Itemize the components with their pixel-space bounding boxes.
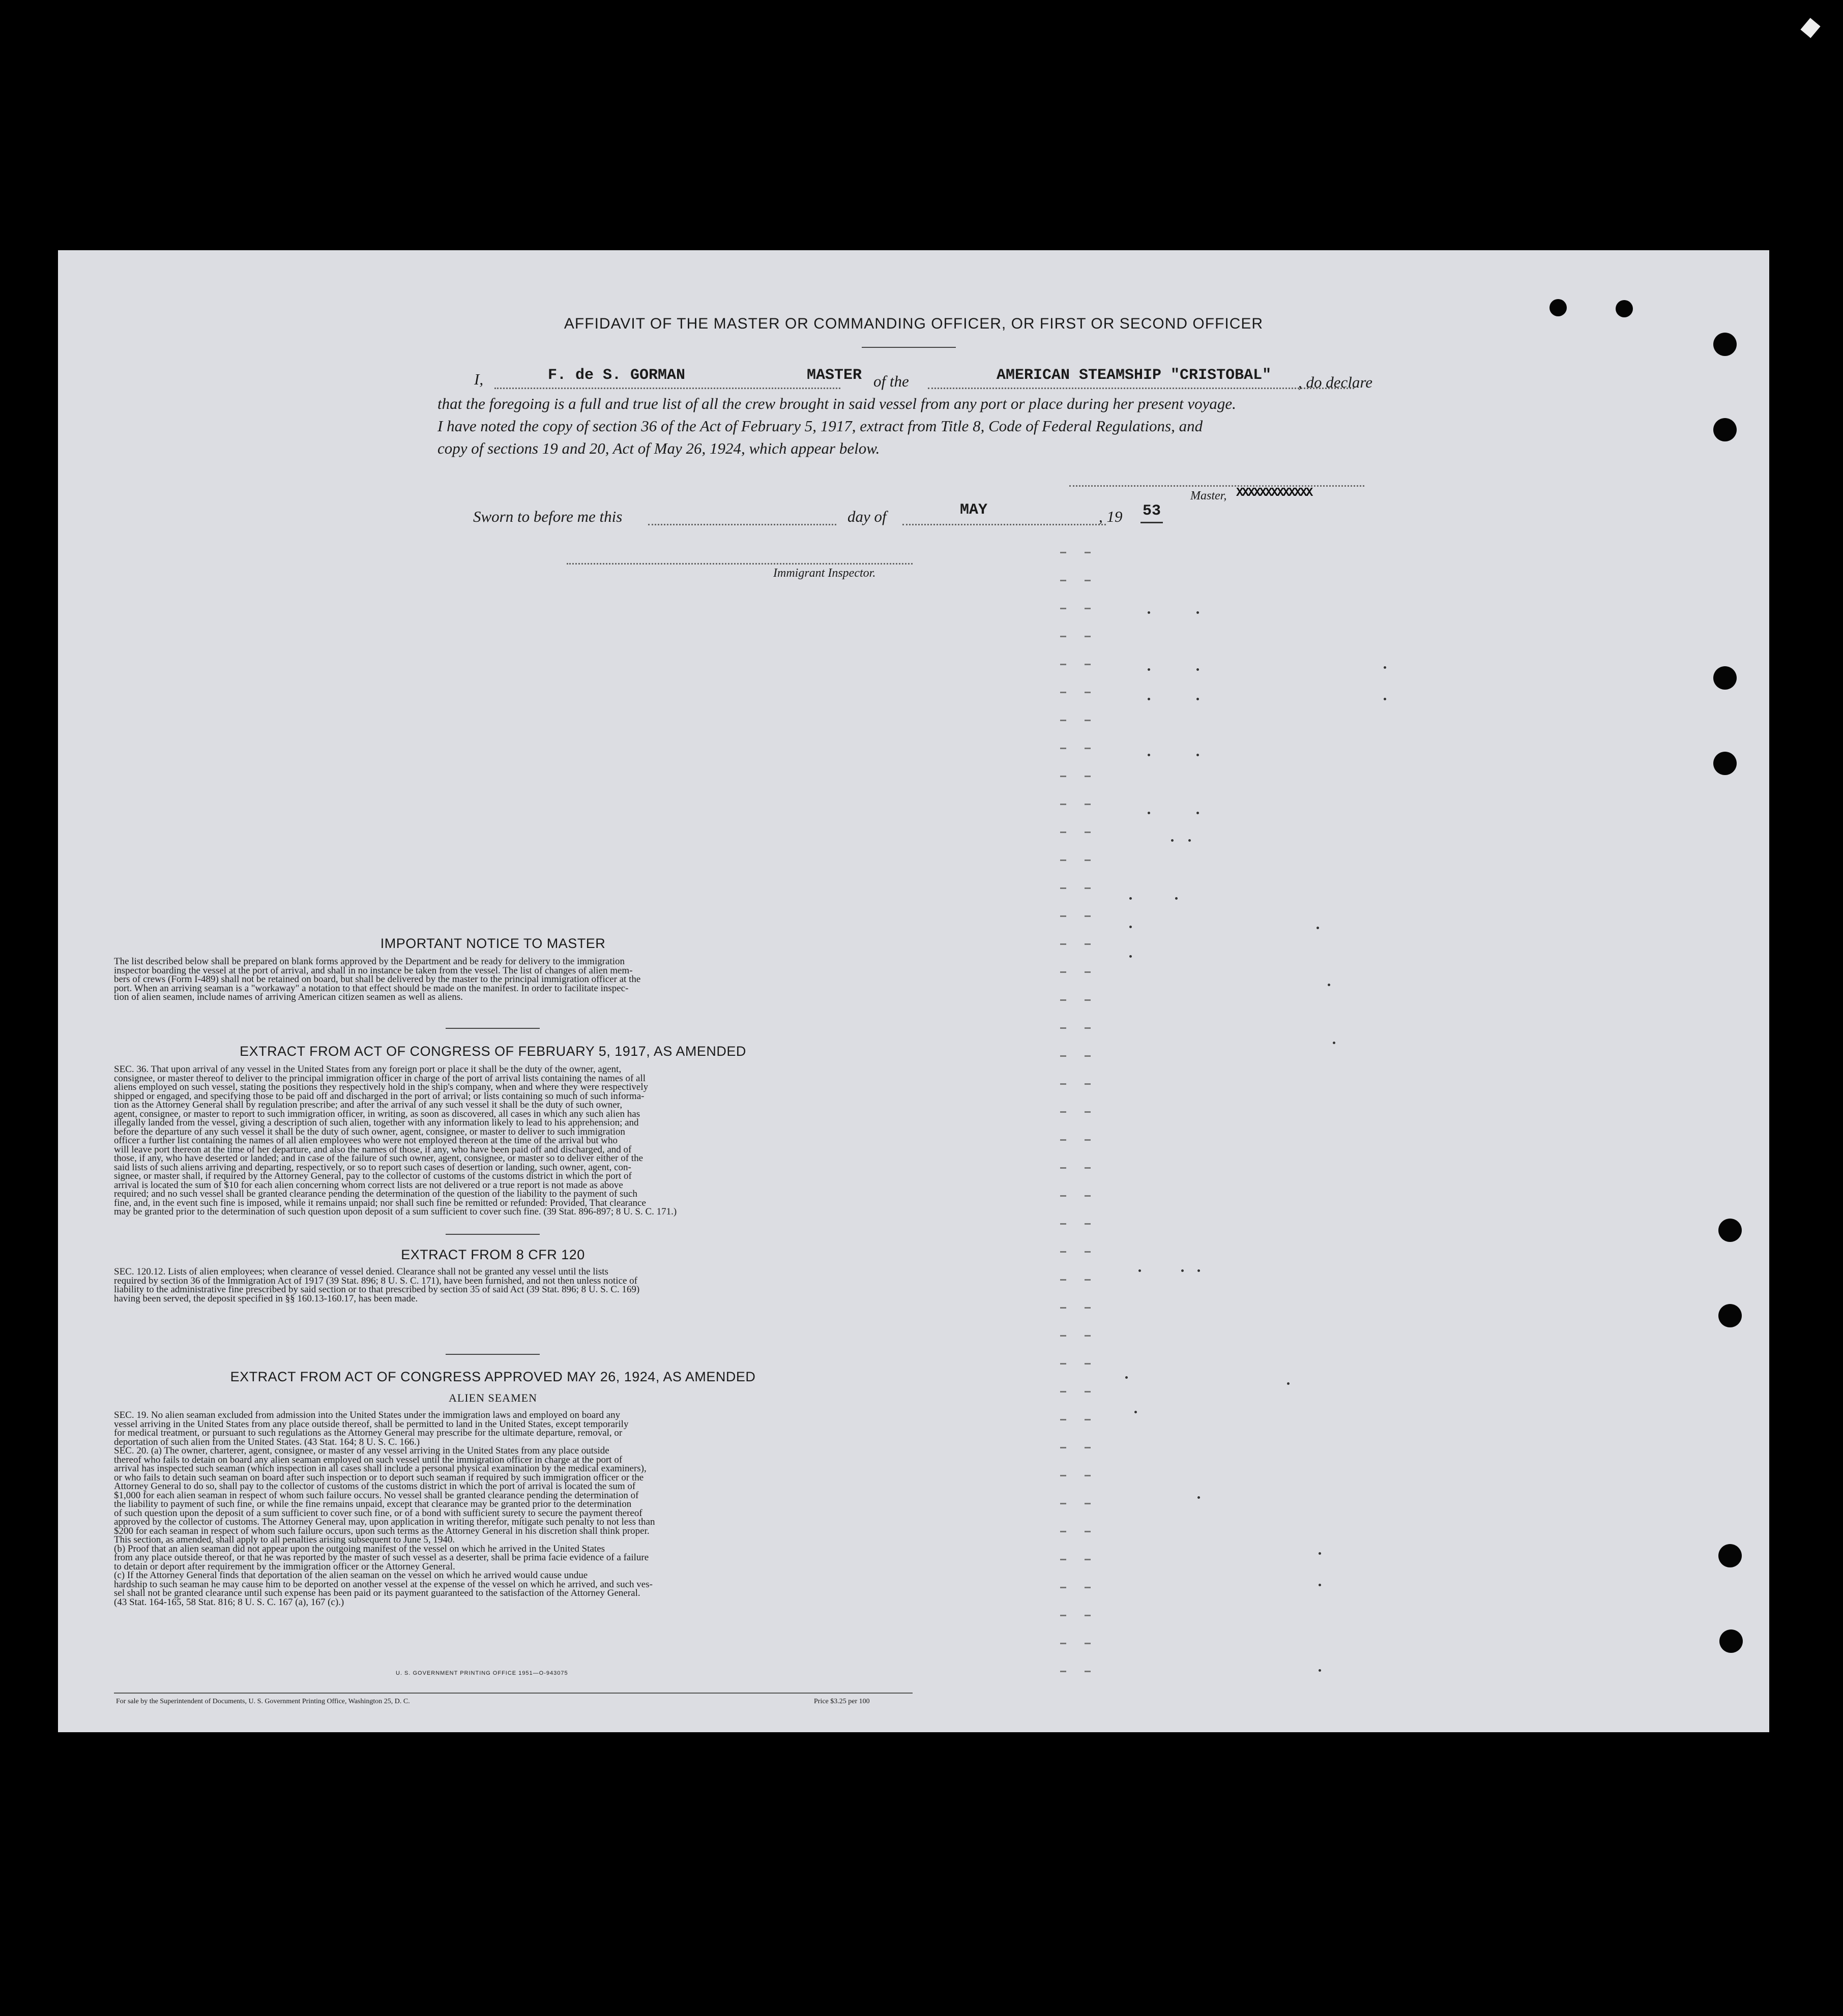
guide-tick (1060, 1195, 1066, 1197)
section-19-20-line: SEC. 19. No alien seaman excluded from admission into the United States under the immigration laws and employed on board any (114, 1410, 621, 1420)
stray-mark (1319, 1552, 1321, 1555)
stray-mark (1148, 754, 1150, 756)
stray-mark (1188, 839, 1191, 842)
guide-tick (1085, 887, 1091, 889)
punch-hole (1719, 1629, 1743, 1653)
guide-tick (1085, 720, 1091, 721)
guide-tick (1060, 1587, 1066, 1588)
inspector-label: Immigrant Inspector. (773, 567, 876, 580)
guide-tick (1085, 1391, 1091, 1392)
punch-hole (1713, 418, 1737, 441)
section-19-20-line: SEC. 20. (a) The owner, charterer, agent, consignee, or master of any vessel arriving in the United States from any place outside (114, 1445, 609, 1456)
stray-mark (1319, 1669, 1321, 1672)
guide-tick (1060, 1279, 1066, 1281)
section-36-line: agent, consignee, or master to report to such immigration officer, in writing, as soon as discovered, all cases in which any such alien has (114, 1108, 640, 1119)
footer-left: For sale by the Superintendent of Documents, U. S. Government Printing Office, Washington 25, D. C. (116, 1698, 410, 1705)
guide-tick (1060, 1503, 1066, 1504)
guide-tick (1085, 999, 1091, 1001)
punch-hole (1718, 1544, 1742, 1567)
stray-mark (1319, 1584, 1321, 1586)
guide-tick (1085, 915, 1091, 917)
name-field-line (494, 388, 840, 389)
notice-line: port. When an arriving seaman is a "workaway" a notation to that effect should be made on the manifest. In order to facilitate inspec- (114, 983, 629, 994)
section-19-20-line: Attorney General to do so, shall pay to the collector of customs of the customs district in which the port of arrival is located the sum of (114, 1481, 636, 1492)
guide-tick (1085, 1531, 1091, 1532)
stray-mark (1148, 812, 1150, 814)
guide-tick (1085, 1055, 1091, 1057)
section-36-line: before the departure of any such vessel it shall be the duty of such owner, agent, consignee, or master to deliver to such immigration (114, 1126, 625, 1137)
stray-mark (1333, 1042, 1335, 1044)
guide-tick (1060, 1559, 1066, 1560)
guide-tick (1085, 580, 1091, 581)
guide-tick (1060, 1363, 1066, 1365)
master-name: F. de S. GORMAN (548, 367, 686, 384)
punch-hole (1718, 1219, 1742, 1242)
stray-mark (1125, 1376, 1128, 1379)
master-label: Master, (1190, 489, 1227, 502)
notice-line: The list described below shall be prepared on blank forms approved by the Department and be ready for delivery to the immigration (114, 956, 625, 967)
section-36-line: aliens employed on such vessel, stating the positions they respectively hold in the ship's company, when and where they were respectively (114, 1082, 649, 1092)
section-36-line: may be granted prior to the determination of such question upon deposit of a sum sufficient to cover such fine. (39 Stat. 896-897; 8 U. S. C. 171.) (114, 1206, 677, 1217)
section-rule (446, 1354, 540, 1355)
section-36-line: consignee, or master thereof to deliver to the principal immigration officer in charge of the port of arrival lists containing the names of all (114, 1073, 646, 1084)
sworn-year: 53 (1143, 502, 1161, 520)
guide-tick (1060, 859, 1066, 861)
stray-mark (1134, 1411, 1137, 1413)
section-19-20-line: or who fails to detain such seaman on board after such inspection or to deport such seaman if required by such immigration officer or the (114, 1472, 644, 1483)
guide-tick (1085, 1643, 1091, 1644)
guide-tick (1060, 1139, 1066, 1141)
extract-1917-title: EXTRACT FROM ACT OF CONGRESS OF FEBRUARY 5, 1917, AS AMENDED (240, 1044, 746, 1059)
section-19-20-line: (43 Stat. 164-165, 58 Stat. 816; 8 U. S. C. 167 (a), 167 (c).) (114, 1596, 344, 1608)
guide-tick (1085, 1503, 1091, 1504)
declaration-line-4: copy of sections 19 and 20, Act of May 26, 1924, which appear below. (437, 439, 880, 457)
document-page (58, 250, 1769, 1732)
guide-tick (1060, 608, 1066, 609)
guide-tick (1060, 1419, 1066, 1420)
stray-mark (1197, 1269, 1200, 1272)
guide-tick (1060, 1671, 1066, 1672)
pronoun: I, (474, 370, 484, 388)
do-declare-label: , do declare (1298, 373, 1373, 391)
guide-tick (1060, 999, 1066, 1001)
section-19-20-line: $200 for each seaman in respect of whom such failure occurs, upon such terms as the Attorney General in his discretion shall think proper. (114, 1525, 650, 1536)
day-of-label: day of (847, 508, 887, 525)
guide-tick (1085, 1027, 1091, 1029)
guide-tick (1085, 552, 1091, 553)
guide-tick (1060, 552, 1066, 553)
guide-tick (1085, 1083, 1091, 1085)
section-36-line: illegally landed from the vessel, giving a description of such alien, together with any information likely to lead to his apprehension; and (114, 1117, 639, 1128)
section-19-20-line: (b) Proof that an alien seaman did not appear upon the outgoing manifest of the vessel on which he arrived in the United States (114, 1543, 605, 1554)
guide-tick (1060, 748, 1066, 749)
section-19-20-line: deportation of such alien from the United States. (43 Stat. 164; 8 U. S. C. 166.) (114, 1436, 420, 1447)
guide-tick (1085, 1111, 1091, 1113)
stray-mark (1171, 839, 1174, 842)
guide-tick (1060, 1307, 1066, 1309)
guide-tick (1085, 1251, 1091, 1253)
declaration-line-3: I have noted the copy of section 36 of the Act of February 5, 1917, extract from Title 8, Code of Federal Regulations, and (437, 417, 1203, 435)
guide-tick (1060, 1083, 1066, 1085)
guide-tick (1085, 1447, 1091, 1448)
notice-line: tion of alien seamen, include names of arriving American citizen seamen as well as aliens. (114, 992, 463, 1002)
stray-mark (1138, 1269, 1141, 1272)
stray-mark (1197, 1496, 1200, 1499)
notice-line: bers of crews (Form I-489) shall not be retained on board, but shall be delivered by the master to the principal immigration officer at the (114, 974, 641, 985)
section-19-20-line: (c) If the Attorney General finds that deportation of the alien seaman on the vessel on which he arrived would cause undue (114, 1570, 588, 1581)
section-36-line: will leave port thereon at the time of her departure, and also the names of those, if any, who have been paid off and discharged, and of (114, 1144, 632, 1155)
guide-tick (1060, 664, 1066, 665)
guide-tick (1060, 1391, 1066, 1392)
month-field-line (902, 524, 1106, 525)
stray-mark (1148, 668, 1150, 671)
guide-tick (1085, 664, 1091, 665)
guide-tick (1060, 1615, 1066, 1616)
section-19-20-line: the liability to payment of such fine, or while the fine remains unpaid, except that clearance may be granted prior to the determination (114, 1499, 632, 1509)
punch-hole (1713, 666, 1737, 690)
stray-mark (1317, 927, 1319, 929)
guide-tick (1085, 1475, 1091, 1476)
section-36-line: shipped or engaged, and specifying those to be paid off and discharged in the port of arrival; or lists containing so much of such informa- (114, 1090, 645, 1102)
cfr-line: having been served, the deposit specified in §§ 160.13-160.17, has been made. (114, 1293, 418, 1304)
guide-tick (1060, 776, 1066, 777)
section-19-20-line: arrival has inspected such seaman (which inspection in all cases shall include a personal physical examination by the medical examiners), (114, 1463, 647, 1474)
guide-tick (1060, 1447, 1066, 1448)
section-19-20-line: from any place outside thereof, or that he was reported by the master of such vessel as a deserter, shall be prima facie evidence of a failure (114, 1552, 649, 1563)
guide-tick (1085, 1195, 1091, 1197)
stray-mark (1196, 754, 1199, 756)
guide-tick (1085, 943, 1091, 945)
section-rule (446, 1028, 540, 1029)
guide-tick (1060, 580, 1066, 581)
section-19-20-line: to detain or deport after requirement by the immigration officer or the Attorney General. (114, 1561, 455, 1572)
guide-tick (1060, 692, 1066, 693)
section-19-20-line: This section, as amended, shall apply to all penalties arising subsequent to June 5, 1940. (114, 1534, 455, 1545)
guide-tick (1085, 1671, 1091, 1672)
inspector-signature-line (567, 563, 913, 565)
notice-text (114, 957, 908, 1002)
punch-hole (1616, 300, 1633, 317)
guide-tick (1060, 1251, 1066, 1253)
year-underline (1140, 522, 1163, 523)
guide-tick (1060, 636, 1066, 637)
punch-hole (1718, 1304, 1742, 1327)
guide-tick (1085, 1167, 1091, 1169)
section-36-line: those, if any, who have deserted or landed; and in case of the failure of such owner, agent, consignee, or master so to deliver either of the (114, 1153, 643, 1164)
section-19-20-line: $1,000 for each alien seaman in respect of whom such failure occurs. No vessel shall be granted clearance pending the determination of (114, 1490, 639, 1501)
stray-mark (1196, 668, 1199, 671)
guide-tick (1060, 1335, 1066, 1337)
section-19-20-line: thereof who fails to detain on board any alien seaman employed on such vessel until the immigration officer in charge at the port of (114, 1454, 623, 1465)
guide-tick (1060, 720, 1066, 721)
guide-tick (1060, 1531, 1066, 1532)
sworn-label: Sworn to before me this (473, 508, 623, 525)
extract-1924-title: EXTRACT FROM ACT OF CONGRESS APPROVED MAY 26, 1924, AS AMENDED (230, 1369, 756, 1384)
section-36-line: SEC. 36. That upon arrival of any vessel in the United States from any foreign port or place it shall be the duty of the owner, agent, (114, 1064, 622, 1075)
section-36-line: signee, or master shall, if required by the Attorney General, pay to the collector of customs of the customs district in which the port of (114, 1171, 632, 1181)
stray-mark (1129, 897, 1132, 900)
cfr-line: SEC. 120.12. Lists of alien employees; when clearance of vessel denied. Clearance shall not be granted any vessel until the lists (114, 1266, 608, 1277)
punch-hole (1713, 752, 1737, 775)
stray-mark (1196, 698, 1199, 700)
punch-hole (1713, 333, 1737, 356)
cfr-line: liability to the administrative fine prescribed by said section or to that prescribed by section 35 of said Act (39 Stat. 896; 8 U. S. C. 169) (114, 1284, 640, 1295)
section-36-line: arrival is located the sum of $10 for each alien concerning whom correct lists are not delivered or a true report is not made as above (114, 1179, 623, 1191)
title-rule (862, 347, 956, 348)
stray-mark (1129, 926, 1132, 928)
section-rule (446, 1234, 540, 1235)
affidavit-title: AFFIDAVIT OF THE MASTER OR COMMANDING OFFICER, OR FIRST OR SECOND OFFICER (564, 315, 1264, 332)
stray-mark (1181, 1269, 1184, 1272)
section-36-line: fine, and, in the event such fine is imposed, while it remains unpaid; nor shall such fine be remitted or refunded: Provided, That clearance (114, 1197, 646, 1208)
notice-title: IMPORTANT NOTICE TO MASTER (380, 936, 606, 951)
extract-1924-text (114, 1411, 908, 1607)
guide-tick (1085, 1307, 1091, 1309)
guide-tick (1085, 1559, 1091, 1560)
stray-mark (1148, 698, 1150, 700)
stray-mark (1148, 611, 1150, 614)
guide-tick (1085, 748, 1091, 749)
section-36-line: tion as the Attorney General shall by regulation prescribe; and after the arrival of any such vessel it shall be the duty of such owner, (114, 1100, 623, 1110)
section-19-20-line: approved by the collector of customs. The Attorney General may, upon application in writing therefor, mitigate such penalty to not less than (114, 1517, 655, 1527)
section-36-line: said lists of such aliens arriving and departing, respectively, or so to report such cases of desertion or landing, such owner, agent, con- (114, 1162, 631, 1173)
guide-tick (1085, 1419, 1091, 1420)
notice-line: inspector boarding the vessel at the port of arrival, and shall in no instance be taken from the vessel. The list of changes of alien mem- (114, 965, 633, 976)
guide-tick (1060, 1475, 1066, 1476)
guide-tick (1085, 832, 1091, 833)
guide-tick (1085, 608, 1091, 609)
section-19-20-line: of such question upon the deposit of a sum sufficient to cover such fine, or of a bond with sufficient surety to secure the payment thereof (114, 1507, 642, 1519)
footer-rule (114, 1693, 913, 1694)
corner-mark (1800, 18, 1820, 38)
vessel-field-line (928, 388, 1354, 389)
guide-tick (1085, 1363, 1091, 1365)
stray-mark (1384, 666, 1386, 669)
guide-tick (1085, 1279, 1091, 1281)
extract-1917-text (114, 1065, 908, 1217)
guide-tick (1060, 804, 1066, 805)
guide-tick (1085, 859, 1091, 861)
cfr-title: EXTRACT FROM 8 CFR 120 (401, 1247, 585, 1262)
guide-tick (1085, 1615, 1091, 1616)
guide-tick (1060, 1111, 1066, 1113)
guide-tick (1060, 915, 1066, 917)
guide-tick (1060, 832, 1066, 833)
printer-line: U. S. GOVERNMENT PRINTING OFFICE 1951—O-943075 (396, 1670, 568, 1676)
guide-tick (1060, 1055, 1066, 1057)
section-36-line: officer a further list containing the names of all alien employees who were not employed thereon at the time of the arrival but who (114, 1135, 618, 1146)
declaration-line-2: that the foregoing is a full and true list of all the crew brought in said vessel from any port or place during her present voyage. (437, 395, 1236, 412)
section-19-20-line: for medical treatment, or pursuant to such regulations as the Attorney General may prescribe for the ultimate departure, removal, or (114, 1428, 623, 1438)
stray-mark (1384, 698, 1386, 700)
cfr-line: required by section 36 of the Immigration Act of 1917 (39 Stat. 896; 8 U. S. C. 171), have been furnished, and not then unless notice of (114, 1275, 637, 1286)
guide-tick (1060, 971, 1066, 973)
of-the-label: of the (873, 372, 909, 390)
guide-tick (1085, 1139, 1091, 1141)
struck-title: XXXXXXXXXXXXX (1236, 486, 1312, 500)
guide-tick (1085, 692, 1091, 693)
guide-tick (1060, 1223, 1066, 1225)
master-signature-line (1069, 485, 1364, 487)
guide-tick (1085, 776, 1091, 777)
guide-tick (1060, 1643, 1066, 1644)
stray-mark (1328, 984, 1330, 986)
guide-tick (1085, 804, 1091, 805)
footer-right: Price $3.25 per 100 (814, 1698, 870, 1705)
punch-hole (1549, 299, 1567, 316)
vessel-name: AMERICAN STEAMSHIP "CRISTOBAL" (997, 367, 1272, 384)
section-19-20-line: sel shall not be granted clearance until such expense has been paid or its payment guaranteed to the satisfaction of the Attorney General. (114, 1588, 640, 1598)
section-19-20-line: vessel arriving in the United States from any place outside thereof, shall be permitted to land in the United States, except temporarily (114, 1418, 629, 1430)
stray-mark (1196, 812, 1199, 814)
stray-mark (1287, 1382, 1290, 1385)
cfr-text (114, 1267, 908, 1303)
stray-mark (1129, 955, 1132, 958)
guide-tick (1085, 1587, 1091, 1588)
master-rank: MASTER (807, 367, 862, 384)
stray-mark (1175, 897, 1178, 900)
stray-mark (1196, 611, 1199, 614)
guide-tick (1060, 943, 1066, 945)
guide-tick (1085, 971, 1091, 973)
section-19-20-line: hardship to such seaman he may cause him to be deported on another vessel at the expense of the vessel on which he arrived, and such ves- (114, 1579, 653, 1590)
guide-tick (1085, 1223, 1091, 1225)
guide-tick (1085, 636, 1091, 637)
section-36-line: required; and no such vessel shall be granted clearance pending the determination of the question of the liability to the payment of such (114, 1189, 637, 1199)
day-field-line (648, 524, 836, 525)
sworn-month: MAY (960, 501, 988, 519)
year-prefix: , 19 (1099, 508, 1123, 525)
guide-tick (1085, 1335, 1091, 1337)
guide-tick (1060, 1167, 1066, 1169)
alien-seamen-subtitle: ALIEN SEAMEN (449, 1391, 537, 1404)
guide-tick (1060, 1027, 1066, 1029)
guide-tick (1060, 887, 1066, 889)
